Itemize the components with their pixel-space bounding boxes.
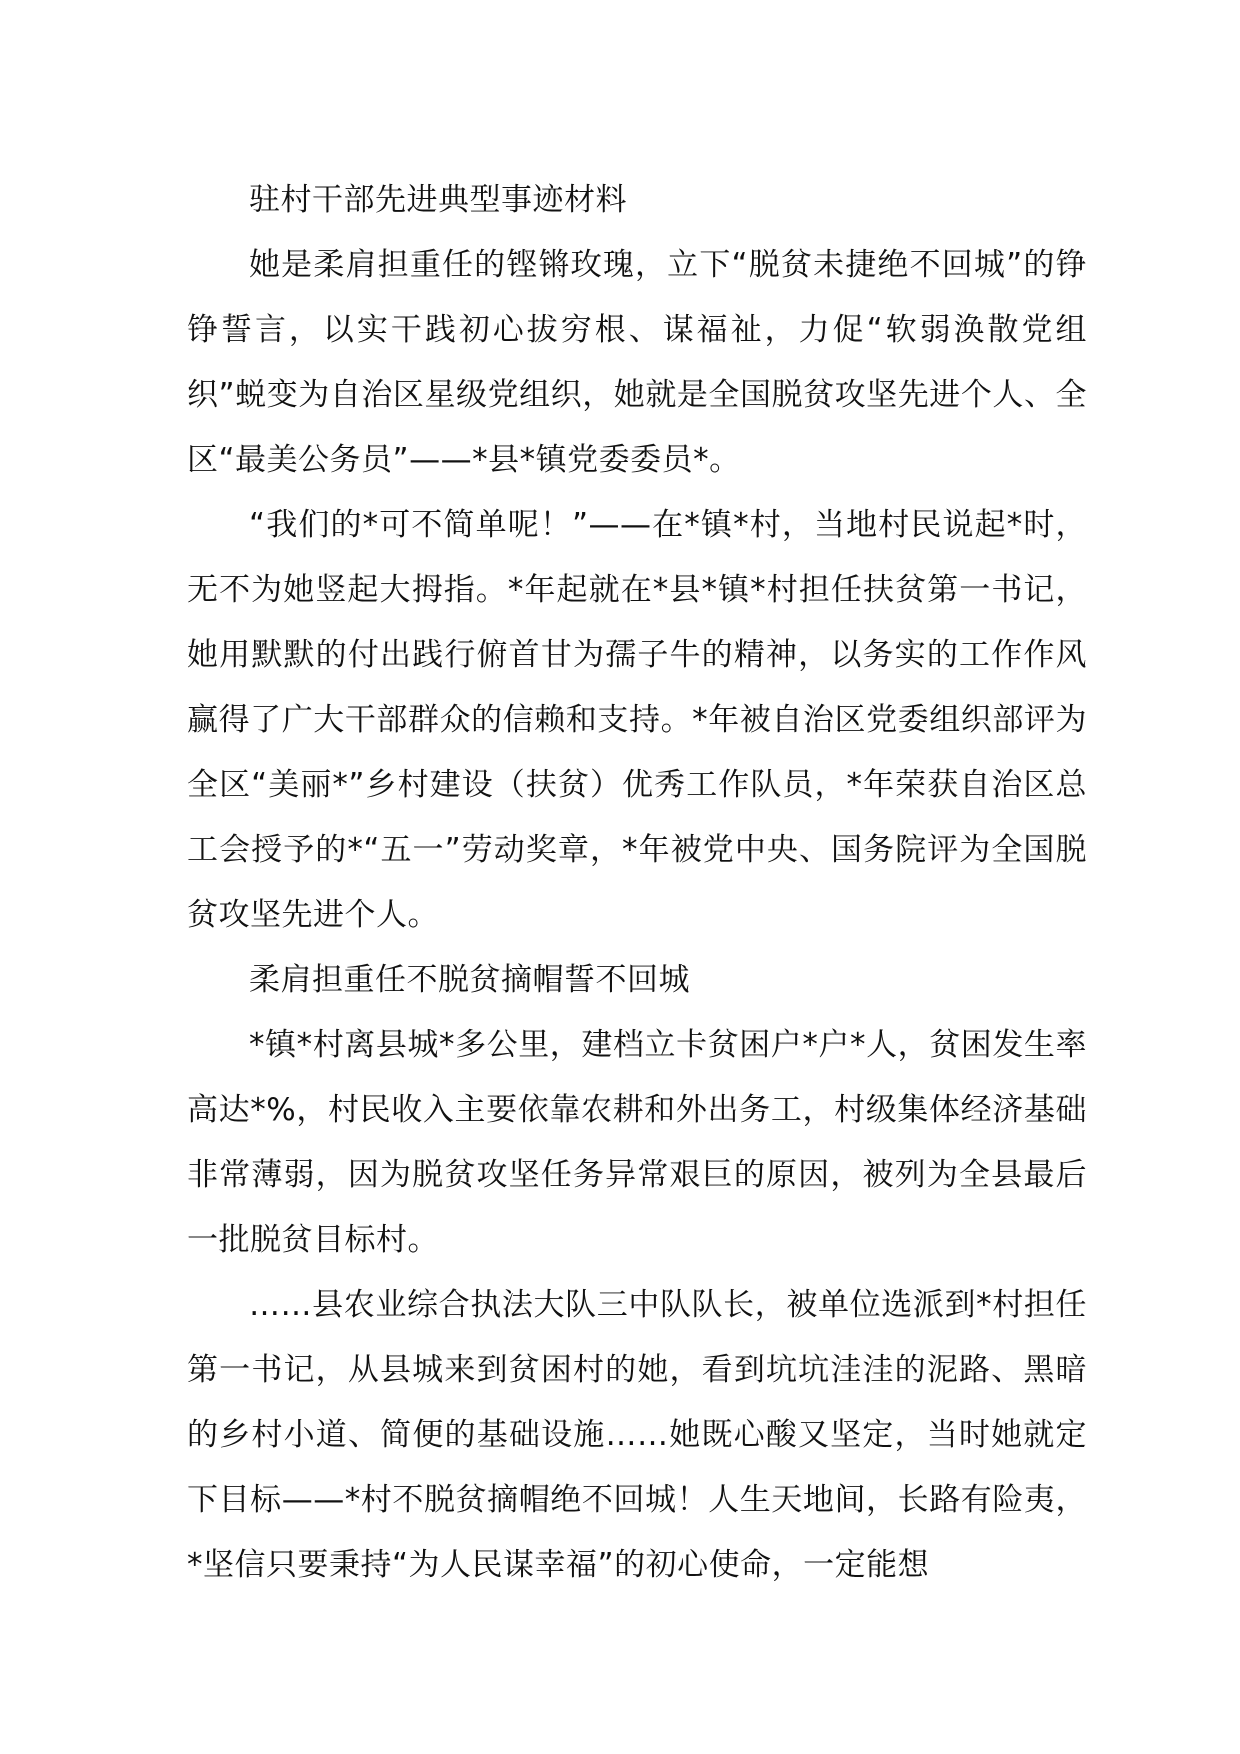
document-body — [187, 168, 1087, 1598]
paragraph-villagers-praise: “我们的*可不简单呢！”——在*镇*村，当地村民说起*时，无不为她竖起大拇指。*年起就在*县*镇*村担任扶贫第一书记，她用默默的付出践行俯首甘为孺子牛的精神，以务实的工作作风赢得了广大干部群众的信赖和支持。*年被自治区党委组织部评为全区“美丽*”乡村建设（扶贫）优秀工作队员，*年荣获自治区总工会授予的*“五一”劳动奖章，*年被党中央、国务院评为全国脱贫攻坚先进个人。 — [187, 507, 1087, 933]
paragraph-intro: 她是柔肩担重任的铿锵玫瑰，立下“脱贫未捷绝不回城”的铮铮誓言，以实干践初心拔穷根、谋福祉，力促“软弱涣散党组织”蜕变为自治区星级党组织，她就是全国脱贫攻坚先进个人、全区“最美公务员”——*县*镇党委委员*。 — [187, 247, 1087, 478]
document-title: 驻村干部先进典型事迹材料 — [249, 182, 627, 218]
section-heading: 柔肩担重任不脱贫摘帽誓不回城 — [249, 962, 690, 998]
paragraph-first-secretary: ……县农业综合执法大队三中队队长，被单位选派到*村担任第一书记，从县城来到贫困村的她，看到坑坑洼洼的泥路、黑暗的乡村小道、简便的基础设施……她既心酸又坚定，当时她就定下目标——*村不脱贫摘帽绝不回城！人生天地间，长路有险夷，*坚信只要秉持“为人民谋幸福”的初心使命，一定能想 — [187, 1287, 1087, 1583]
paragraph-village-background: *镇*村离县城*多公里，建档立卡贫困户*户*人，贫困发生率高达*%，村民收入主要依靠农耕和外出务工，村级集体经济基础非常薄弱，因为脱贫攻坚任务异常艰巨的原因，被列为全县最后一批脱贫目标村。 — [187, 1027, 1088, 1258]
